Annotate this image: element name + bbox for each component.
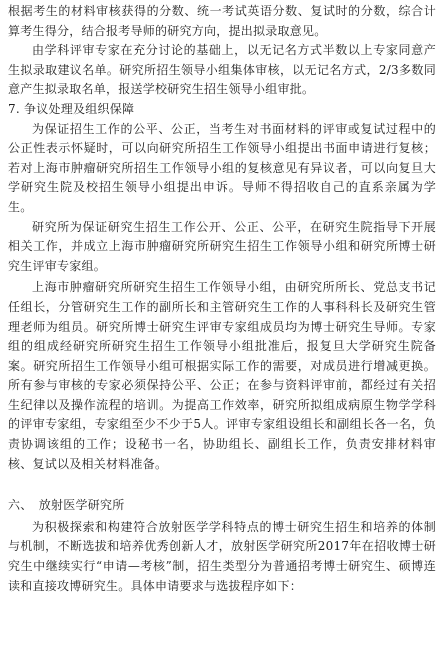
paragraph-fairness: 研究所为保证研究生招生工作公开、公正、公平，在研究生院指导下开展相关工作，并成立上海市肿瘤研究所研究生招生工作领导小组和研究所博士研究生评审专家组。 — [8, 219, 436, 273]
paragraph-committee: 上海市肿瘤研究所研究生招生工作领导小组，由研究所所长、党总支书记任组长，分管研究生工作的副所长和主管研究生工作的人事科科长及研究生管理老师为组员。研究所博士研究生评审专家组成员均为博士研究生导师。专家组的组成经研究所研究生招生工作领导小组批准后，报复旦大学研究生院备案。研究所招生工作领导小组可根据实际工作的需要，对成员进行增减更换。所有参与审核的专家必须保持公平、公正；在参与资料评审前，都经过有关招生纪律以及操作流程的培训。为提高工作效率，研究所拟组成病原生物学学科的评审专家组，专家组至少不少于5人。评审专家组设组长和副组长各一名，负责协调该组的工作；设秘书一名，协助组长、副组长工作，负责安排材料审核、复试以及相关材料准备。 — [8, 280, 436, 471]
paragraph-admission-list: 由学科评审专家在充分讨论的基础上，以无记名方式半数以上专家同意产生拟录取建议名单。研究所招生领导小组集体审核，以无记名方式，2/3多数同意产生拟录取名单，报送学校研究生招生领导小组审批。 — [8, 43, 436, 97]
paragraph-scoring: 根据考生的材料审核获得的分数、统一考试英语分数、复试时的分数，综合计算考生得分，结合报考导师的研究方向，提出拟录取意见。 — [8, 4, 436, 38]
section-heading: 六、 放射医学研究所 — [8, 498, 125, 513]
subsection-heading-dispute: 7. 争议处理及组织保障 — [8, 101, 135, 116]
paragraph-review-appeal: 为保证招生工作的公平、公正，当考生对书面材料的评审或复试过程中的公正性表示怀疑时，可以向研究所招生工作领导小组提出书面申请进行复核；若对上海市肿瘤研究所招生工作领导小组的复核意见有异议者，可以向复旦大学研究生院及校招生领导小组提出申诉。导师不得招收自己的直系亲属为学生。 — [8, 121, 436, 214]
document-page — [8, 2, 436, 596]
paragraph-radiation-institute: 为积极探索和构建符合放射医学学科特点的博士研究生招生和培养的体制与机制，不断选拔和培养优秀创新人才，放射医学研究所2017年在招收博士研究生中继续实行“申请—考核”制，招生类型分为普通招考博士研究生、硕博连读和直接攻博研究生。具体申请要求与选拔程序如下： — [8, 519, 436, 593]
